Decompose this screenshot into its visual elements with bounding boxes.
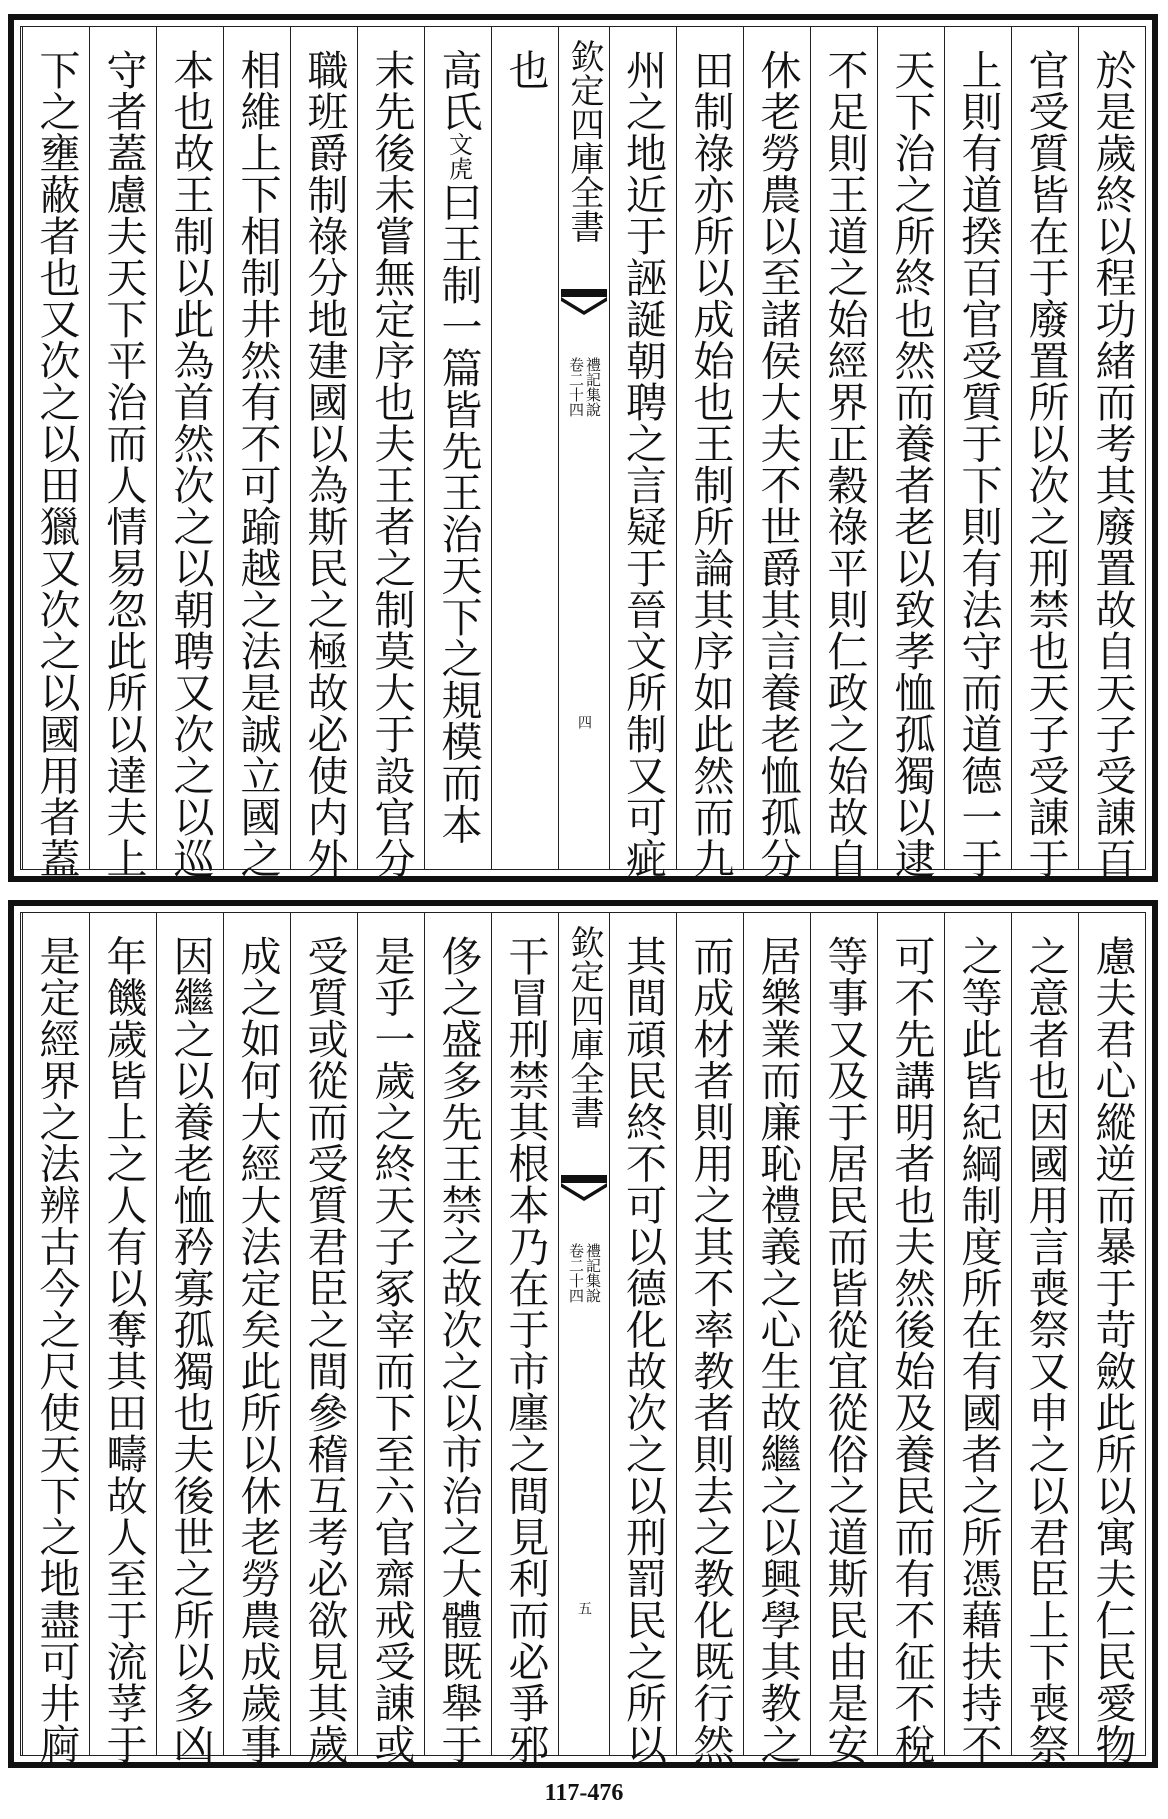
text-column: 也 (491, 27, 558, 869)
text-column: 下之壅蔽者也又次之以田獵又次之以國用者蓋 (22, 27, 89, 869)
center-fold (558, 27, 610, 869)
text-column: 等事又及于居民而皆從宜從俗之道斯民由是安 (810, 913, 877, 1755)
author-name: 高氏 (434, 49, 483, 132)
text-column: 末先後未嘗無定序也夫王者之制莫大于設官分 (357, 27, 424, 869)
page-number: 五 (576, 1601, 592, 1615)
author-text: 曰王制一篇皆先王治天下之規模而本 (434, 181, 483, 845)
text-column: 之意者也因國用言喪祭又申之以君臣上下喪祭 (1011, 913, 1078, 1755)
page-inner (20, 912, 1146, 1765)
text-column: 於是歲終以程功緒而考其廢置故自天子受諌百 (1078, 27, 1145, 869)
center-book-info (559, 357, 609, 417)
text-column: 干冒刑禁其根本乃在于市廛之間見利而必爭邪 (491, 913, 558, 1755)
center-book-info (559, 1243, 609, 1303)
right-half (608, 27, 1145, 879)
text-column: 受質或從而受質君臣之間參稽互考必欲見其歲 (290, 913, 357, 1755)
text-column: 可不先講明者也夫然後始及養民而有不征不稅 (877, 913, 944, 1755)
volume-number: 卷二十四 (567, 357, 585, 417)
text-column: 成之如何大經大法定矣此所以休老勞農成歲事 (223, 913, 290, 1755)
center-title: 欽定四庫全書 (564, 925, 604, 1129)
page-number: 四 (576, 715, 592, 729)
text-column: 因繼之以養老恤矜寡孤獨也夫後世之所以多凶 (156, 913, 223, 1755)
text-column: 是定經界之法辨古今之尺使天下之地盡可井㢌 (22, 913, 89, 1755)
page-inner (20, 26, 1146, 879)
catalog-number: 117-476 (544, 1780, 624, 1806)
text-column: 休老勞農以至諸侯大夫不世爵其言養老恤孤分 (743, 27, 810, 869)
volume-number: 卷二十四 (567, 1243, 585, 1303)
text-column: 職班爵制祿分地建國以為斯民之極故必使内外 (290, 27, 357, 869)
text-column: 官受質皆在于廢置所以次之刑禁也天子受諌于 (1011, 27, 1078, 869)
text-column: 之等此皆紀綱制度所在有國者之所憑藉扶持不 (944, 913, 1011, 1755)
text-column: 守者蓋慮夫天下平治而人情易忽此所以達夫上 (89, 27, 156, 869)
right-half (608, 913, 1145, 1765)
text-column: 相維上下相制井然有不可踰越之法是誠立國之 (223, 27, 290, 869)
text-column: 侈之盛多先王禁之故次之以市治之大體既舉于 (424, 913, 491, 1755)
text-column: 是乎一歲之終天子冢宰而下至六官齋戒受諌或 (357, 913, 424, 1755)
author-note: 文虎 (444, 132, 473, 181)
fishtail-mark-icon (561, 289, 607, 315)
text-column: 年饑歲皆上之人有以奪其田疇故人至于流莩于 (89, 913, 156, 1755)
book-name: 禮記集說 (584, 357, 602, 417)
text-column: 其間頑民終不可以德化故次之以刑罰民之所以 (619, 935, 667, 1765)
text-column-author (424, 27, 491, 869)
text-column: 不足則王道之始經界正穀祿平則仁政之始故自 (810, 27, 877, 869)
text-column: 本也故王制以此為首然次之以朝聘又次之以巡 (156, 27, 223, 869)
center-fold (558, 913, 610, 1755)
text-column: 天下治之所終也然而養者老以致孝恤孤獨以逮 (877, 27, 944, 869)
center-title: 欽定四庫全書 (564, 39, 604, 243)
left-half (21, 913, 558, 1765)
text-column: 居樂業而廉恥禮義之心生故繼之以興學其教之 (743, 913, 810, 1755)
fishtail-mark-icon (561, 1175, 607, 1201)
book-name: 禮記集說 (584, 1243, 602, 1303)
text-column: 田制祿亦所以成始也王制所論其序如此然而九 (676, 27, 743, 869)
text-column: 慮夫君心縱逆而暴于苛斂此所以寓夫仁民愛物 (1078, 913, 1145, 1755)
text-column: 州之地近于誣誕朝聘之言疑于晉文所制又可疵 (619, 49, 667, 879)
page-top (8, 14, 1158, 882)
left-half (21, 27, 558, 879)
text-column: 上則有道揆百官受質于下則有法守而道德一于 (944, 27, 1011, 869)
page-bottom (8, 900, 1158, 1768)
text-column: 而成材者則用之其不率教者則去之教化既行然 (676, 913, 743, 1755)
